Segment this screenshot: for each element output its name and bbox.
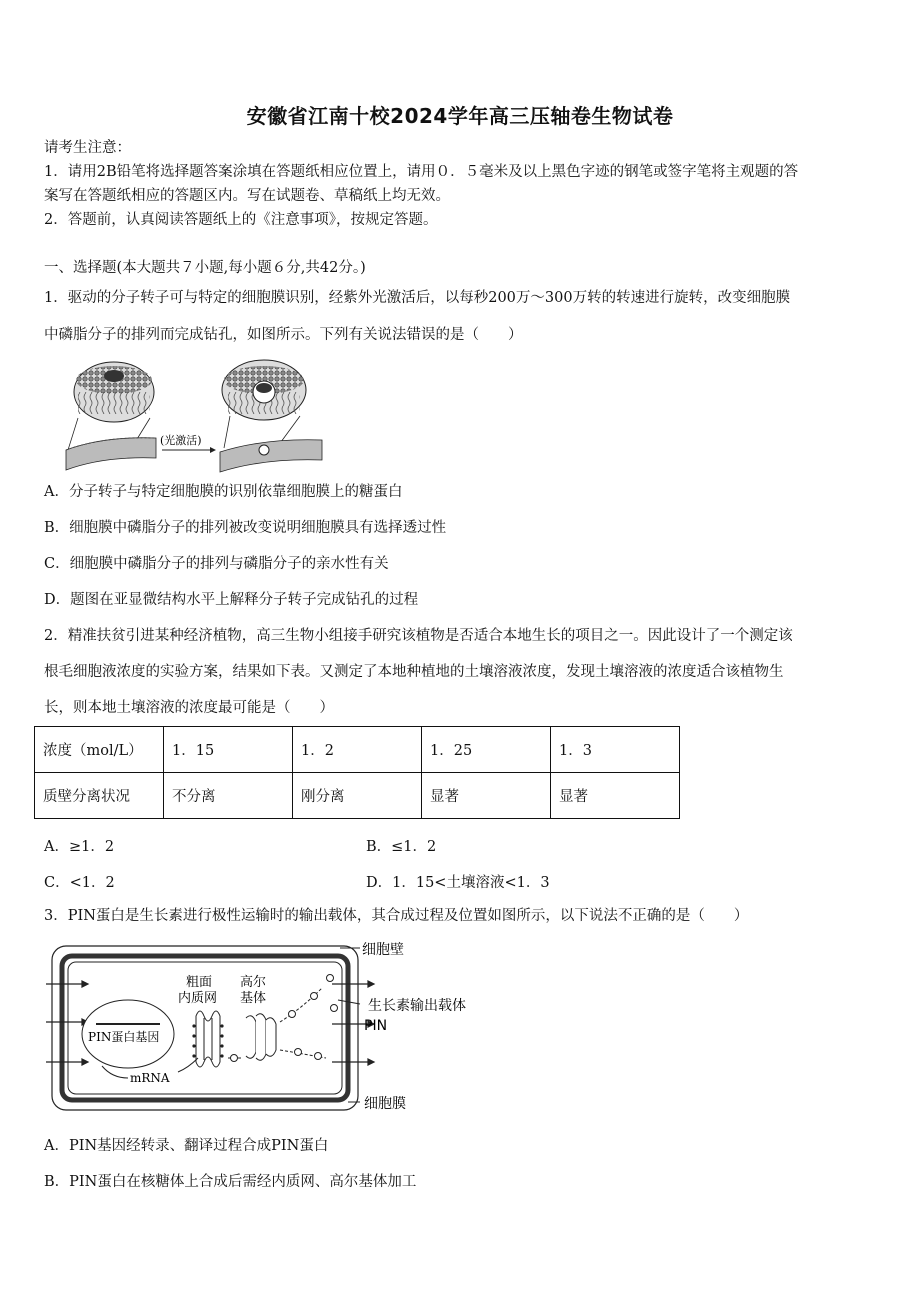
table-cell: 1．2 <box>293 727 422 773</box>
q2-stem-line1: 2．精准扶贫引进某种经济植物，高三生物小组接手研究该植物是否适合本地生长的项目之一。因此设计了一个测定该 <box>44 628 793 644</box>
page-title: 安徽省江南十校2024学年高三压轴卷生物试卷 <box>246 104 674 128</box>
q2-option-a: A．≥1．2 <box>44 839 115 855</box>
q3-option-b: B．PIN蛋白在核糖体上合成后需经内质网、高尔基体加工 <box>44 1174 417 1190</box>
table-row <box>35 727 680 773</box>
q2-stem-line2: 根毛细胞液浓度的实验方案，结果如下表。又测定了本地种植地的土壤溶液浓度，发现土壤溶液的浓度适合该植物生 <box>44 664 784 680</box>
q1-stem-line2: 中磷脂分子的排列而完成钻孔，如图所示。下列有关说法错误的是（ ） <box>44 327 523 343</box>
left-membrane-slab <box>66 438 156 470</box>
table-cell: 不分离 <box>164 773 293 819</box>
table-cell: 显著 <box>422 773 551 819</box>
notice-item1-line1: 1．请用2B铅笔将选择题答案涂填在答题纸相应位置上，请用０．５毫米及以上黑色字迹的钢笔或签字笔将主观题的答 <box>44 164 799 180</box>
q1-option-c: C．细胞膜中磷脂分子的排列与磷脂分子的亲水性有关 <box>44 556 389 572</box>
carrier-label: 生长素输出载体 <box>368 998 466 1014</box>
q3-option-a: A．PIN基因经转录、翻译过程合成PIN蛋白 <box>44 1138 329 1154</box>
table-cell: 1．25 <box>422 727 551 773</box>
q1-stem-line1: 1．驱动的分子转子可与特定的细胞膜识别，经紫外光激活后，以每秒200万～300万转的转速进行旋转，改变细胞膜 <box>44 290 791 306</box>
section-heading: 一、选择题(本大题共７小题,每小题６分,共42分。) <box>44 260 366 276</box>
q2-table <box>34 726 680 819</box>
q1-option-a: A．分子转子与特定细胞膜的识别依靠细胞膜上的糖蛋白 <box>44 484 403 500</box>
activation-label: (光激活) <box>160 434 202 447</box>
golgi-label-1: 高尔 <box>240 975 267 990</box>
q2-stem-line3: 长，则本地土壤溶液的浓度最可能是（ ） <box>44 700 334 716</box>
q2-option-d: D．1．15<土壤溶液<1．3 <box>366 875 550 891</box>
golgi-apparatus <box>246 1014 276 1061</box>
q2-option-c: C．<1．2 <box>44 875 115 891</box>
table-cell: 1．15 <box>164 727 293 773</box>
pin-label: PIN <box>364 1018 388 1034</box>
left-zoom-view <box>68 362 154 450</box>
q3-stem-line1: 3．PIN蛋白是生长素进行极性运输时的输出载体，其合成过程及位置如图所示，以下说法不正确的是（ ） <box>44 908 749 924</box>
q1-membrane-figure <box>64 358 324 474</box>
membrane-label: 细胞膜 <box>364 1096 406 1112</box>
right-membrane-slab <box>220 440 322 472</box>
notice-item1-line2: 案写在答题纸相应的答题区内。写在试题卷、草稿纸上均无效。 <box>44 188 450 204</box>
q3-cell-figure <box>42 938 502 1120</box>
q2-option-b: B．≤1．2 <box>366 839 437 855</box>
notice-item2: 2．答题前，认真阅读答题纸上的《注意事项》，按规定答题。 <box>44 212 438 228</box>
rer-label-2: 内质网 <box>178 991 218 1006</box>
table-cell: 刚分离 <box>293 773 422 819</box>
table-cell: 浓度（mol/L） <box>35 727 164 773</box>
q1-option-b: B．细胞膜中磷脂分子的排列被改变说明细胞膜具有选择透过性 <box>44 520 447 536</box>
right-zoom-view <box>222 360 306 448</box>
table-cell: 显著 <box>551 773 680 819</box>
cell-wall-label: 细胞壁 <box>362 942 404 958</box>
table-cell: 质壁分离状况 <box>35 773 164 819</box>
rer-label-1: 粗面 <box>186 975 213 990</box>
q1-option-d: D．题图在亚显微结构水平上解释分子转子完成钻孔的过程 <box>44 592 419 608</box>
table-cell: 1．3 <box>551 727 680 773</box>
mrna-label: mRNA <box>130 1071 170 1085</box>
golgi-label-2: 基体 <box>240 991 267 1006</box>
table-row <box>35 773 680 819</box>
notice-heading: 请考生注意： <box>44 140 131 156</box>
gene-label: PIN蛋白基因 <box>88 1030 160 1044</box>
